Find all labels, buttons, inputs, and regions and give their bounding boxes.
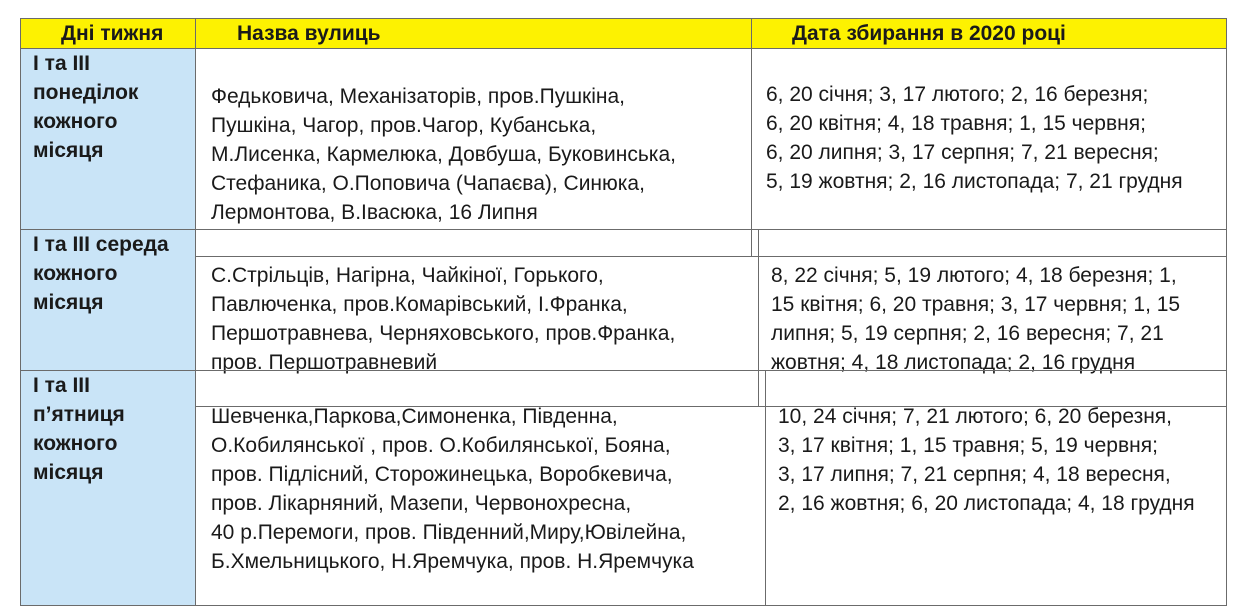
header-row	[21, 19, 1227, 49]
header-days: Дні тижня	[21, 19, 196, 49]
streets-cell	[196, 49, 752, 257]
streets-text: Шевченка,Паркова,Симоненка, Південна, О.Кобилянської , пров. О.Кобилянської, Бояна, пров. Підлісний, Сторожинецька, Воробкевича, пров. Лікарняний, Мазепи, Червонохресна, 40 р.Перемоги, пров. Південний,Миру,Ювілейна, Б.Хмельницького, Н.Яремчука, пров. Н.Яремчука	[211, 405, 694, 573]
day-cell	[21, 49, 196, 257]
day-cell	[21, 371, 196, 606]
streets-text: Федьковича, Механізаторів, пров.Пушкіна, Пушкіна, Чагор, пров.Чагор, Кубанська, М.Лисенка, Кармелюка, Довбуша, Буковинська, Стефаника, О.Поповича (Чапаєва), Синюка, Лермонтова, В.Івасюка, 16 Липня	[211, 85, 676, 224]
dates-text: 8, 22 січня; 5, 19 лютого; 4, 18 березня; 1, 15 квітня; 6, 20 травня; 3, 17 червня; 1, 15 липня; 5, 19 серпня; 2, 16 вересня; 7, 21 жовтня; 4, 18 листопада; 2, 16 грудня	[771, 264, 1181, 374]
schedule-row	[21, 371, 1227, 606]
schedule-table-monday	[20, 18, 1227, 257]
dates-cell	[766, 371, 1227, 606]
day-label: І та ІІІ середа кожного місяця	[33, 233, 169, 314]
schedule-row	[21, 49, 1227, 257]
streets-cell	[196, 371, 766, 606]
schedule-table-friday	[20, 370, 1227, 606]
dates-text: 10, 24 січня; 7, 21 лютого; 6, 20 березня, 3, 17 квітня; 1, 15 травня; 5, 19 червня; 3, 17 липня; 7, 21 серпня; 4, 18 вересня, 2, 16 жовтня; 6, 20 листопада; 4, 18 грудня	[778, 405, 1195, 515]
day-label: І та ІІІ понеділок кожного місяця	[33, 52, 139, 162]
header-dates: Дата збирання в 2020 році	[752, 19, 1227, 49]
day-label: І та ІІІ п’ятниця кожного місяця	[33, 374, 125, 484]
header-streets: Назва вулиць	[196, 19, 752, 49]
streets-text: С.Стрільців, Нагірна, Чайкіної, Горького, Павлюченка, пров.Комарівський, І.Франка, Першотравнева, Черняховського, пров.Франка, пров. Першотравневий	[211, 264, 676, 374]
dates-cell	[752, 49, 1227, 257]
dates-text: 6, 20 січня; 3, 17 лютого; 2, 16 березня; 6, 20 квітня; 4, 18 травня; 1, 15 червня; 6, 20 липня; 3, 17 серпня; 7, 21 вересня; 5, 19 жовтня; 2, 16 листопада; 7, 21 грудня	[766, 83, 1183, 193]
